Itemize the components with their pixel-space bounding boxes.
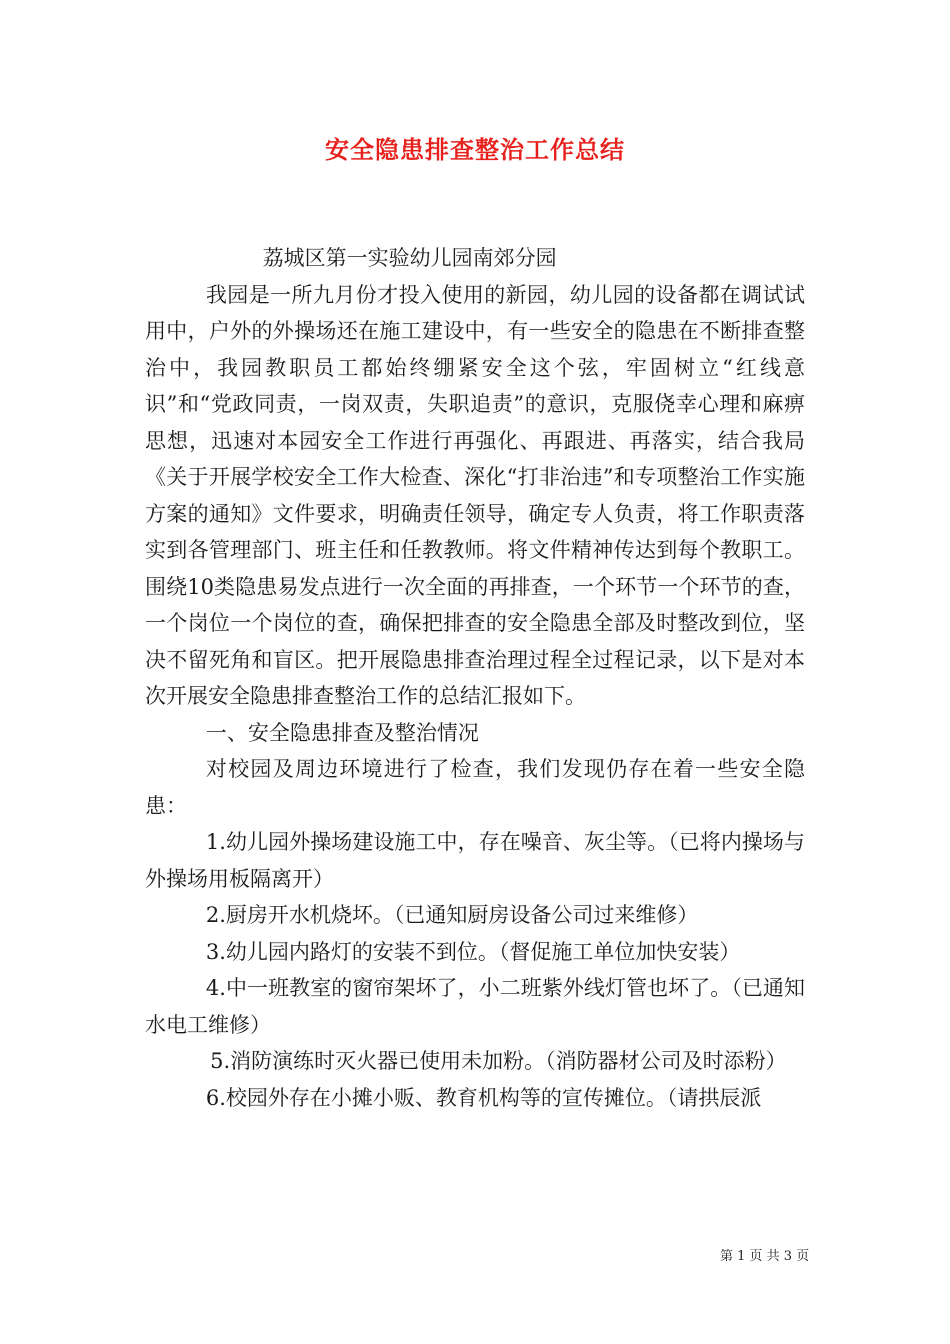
organization-line: 荔城区第一实验幼儿园南郊分园 [262,246,557,270]
document-title: 安全隐患排查整治工作总结 [325,135,625,164]
page-number: 第 1 页 共 3 页 [720,1249,810,1264]
list-item: 3.幼儿园内路灯的安装不到位。（督促施工单位加快安装） [205,939,741,964]
list-item: 6.校园外存在小摊小贩、教育机构等的宣传摊位。（请拱辰派 [205,1085,762,1110]
intro-paragraph: 我园是一所九月份才投入使用的新园，幼儿园的设备都在调试试用中，户外的外操场还在施工建设中，有一些安全的隐患在不断排查整治中，我园教职员工都始终绷紧安全这个弦，牢固树立“红线意识”和“党政同责，一岗双责，失职追责”的意识，克服侥幸心理和麻痹思想，迅速对本园安全工作进行再强化、再跟进、再落实，结合我局《关于开展学校安全工作大检查、深化“打非治违”和专项整治工作实施方案的通知》文件要求，明确责任领导，确定专人负责，将工作职责落实到各管理部门、班主任和任教教师。将文件精神传达到每个教职工。围绕10类隐患易发点进行一次全面的再排查，一个环节一个环节的查，一个岗位一个岗位的查，确保把排查的安全隐患全部及时整改到位，坚决不留死角和盲区。把开展隐患排查治理过程全过程记录，以下是对本次开展安全隐患排查整治工作的总结汇报如下。 [145,282,805,708]
section-heading: 一、安全隐患排查及整治情况 [205,720,479,745]
document-body [145,240,805,1116]
list-item: 4.中一班教室的窗帘架坏了，小二班紫外线灯管也坏了。（已通知水电工维修） [145,976,805,1037]
list-item: 5.消防演练时灭火器已使用未加粉。（消防器材公司及时添粉） [210,1049,787,1073]
section-intro-paragraph: 对校园及周边环境进行了检查，我们发现仍存在着一些安全隐患： [145,757,805,818]
list-item: 2.厨房开水机烧坏。（已通知厨房设备公司过来维修） [205,903,699,927]
list-item: 1.幼儿园外操场建设施工中，存在噪音、灰尘等。（已将内操场与外操场用板隔离开） [145,830,805,891]
